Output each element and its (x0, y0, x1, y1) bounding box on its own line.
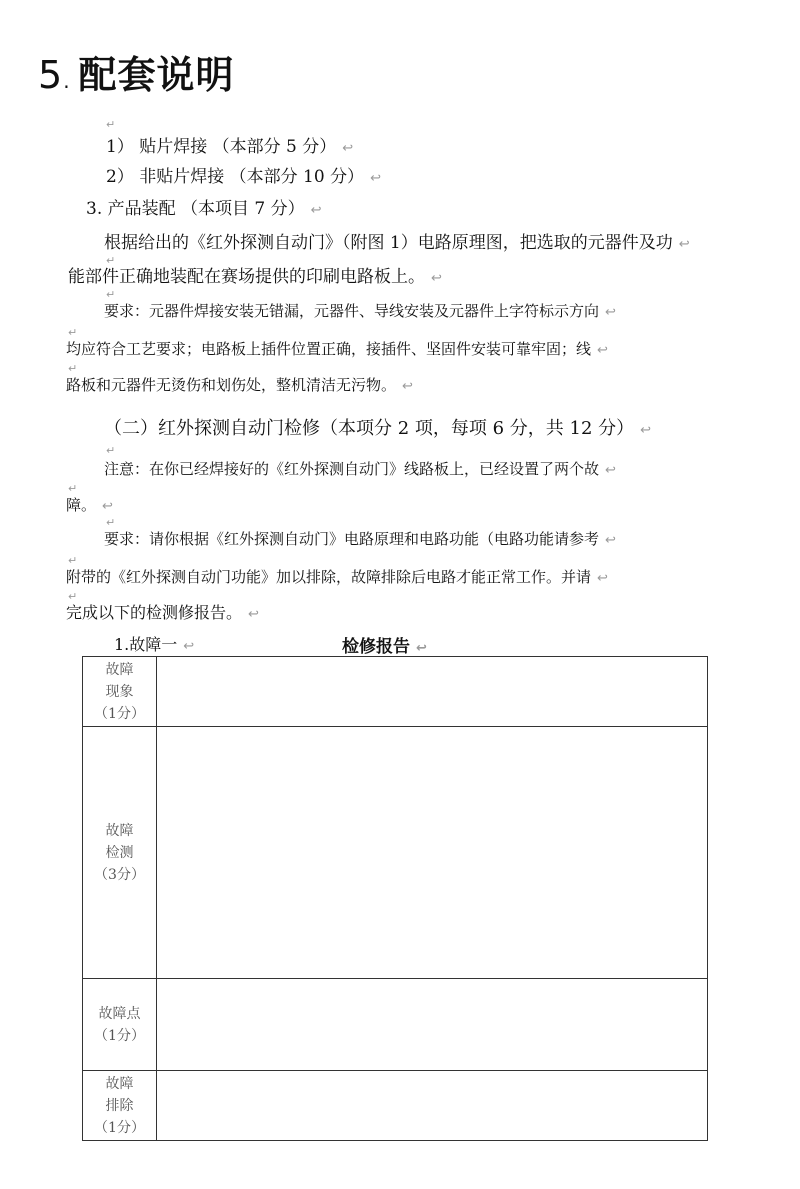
note-line-1 (104, 458, 616, 479)
label-line: 检测 (105, 844, 134, 861)
paragraph-mark: ↩ (597, 343, 608, 358)
paragraph-mark: ↵ (106, 516, 116, 529)
fault-label-text: 1.故障一 (114, 635, 178, 654)
label-line: 现象 (105, 683, 134, 700)
elimination-field[interactable] (157, 1071, 708, 1141)
list-item-3-text: 3. 产品装配 （本项目 7 分） (86, 199, 305, 219)
requirement-1-line-2 (66, 338, 608, 359)
requirement-1-line-1-text: 要求：元器件焊接安装无错漏，元器件、导线安装及元器件上字符标示方向 (104, 302, 600, 320)
row-label-detection (83, 727, 157, 979)
section-2-heading (104, 414, 651, 440)
requirement-1-line-3-text: 路板和元器件无烫伤和划伤处，整机清洁无污物。 (66, 376, 397, 394)
paragraph-mark: ↩ (678, 237, 690, 252)
page-title (38, 44, 235, 99)
paragraph-1-line-1-text: 根据给出的《红外探测自动门》（附图 1）电路原理图，把选取的元器件及功 (104, 233, 673, 253)
requirement-2-line-2 (66, 566, 608, 587)
paragraph-mark: ↵ (106, 118, 116, 131)
paragraph-mark: ↩ (605, 305, 616, 320)
detection-field[interactable] (157, 727, 708, 979)
paragraph-mark: ↩ (248, 607, 259, 622)
paragraph-1-line-2 (68, 262, 442, 287)
paragraph-mark: ↩ (342, 141, 354, 156)
phenomenon-field[interactable] (157, 657, 708, 727)
requirement-2-line-3 (66, 600, 259, 623)
paragraph-mark: ↩ (102, 499, 113, 514)
paragraph-mark: ↩ (605, 533, 616, 548)
note-line-2-text: 障。 (66, 496, 97, 514)
requirement-1-line-3 (66, 374, 413, 395)
label-line: 故障 (105, 1075, 134, 1092)
report-title-text: 检修报告 (342, 637, 410, 657)
label-line: （1分） (94, 1119, 145, 1136)
requirement-1-line-1 (104, 300, 616, 321)
paragraph-mark: ↵ (106, 444, 116, 457)
fault-point-field[interactable] (157, 979, 708, 1071)
paragraph-1-line-1 (104, 228, 690, 253)
list-item-1 (106, 132, 353, 157)
list-item-1-text: 1） 贴片焊接 （本部分 5 分） (106, 137, 337, 157)
paragraph-mark: ↩ (310, 203, 322, 218)
requirement-2-line-1 (104, 528, 616, 549)
label-line: 故障 (105, 822, 134, 839)
paragraph-mark: ↵ (68, 362, 78, 375)
label-line: （1分） (94, 705, 145, 722)
paragraph-mark: ↩ (640, 423, 652, 438)
section-dot: . (63, 69, 71, 93)
paragraph-mark: ↵ (68, 482, 78, 495)
paragraph-mark: ↩ (370, 171, 381, 186)
list-item-3 (86, 194, 322, 219)
paragraph-mark: ↵ (68, 326, 78, 339)
section-title-text: 配套说明 (78, 53, 235, 97)
paragraph-mark: ↵ (106, 288, 116, 301)
paragraph-mark: ↵ (68, 554, 78, 567)
paragraph-mark: ↩ (605, 463, 616, 478)
note-line-1-text: 注意：在你已经焊接好的《红外探测自动门》线路板上，已经设置了两个故 (104, 460, 600, 478)
table-row (83, 727, 708, 979)
row-label-fault-point (83, 979, 157, 1071)
paragraph-mark: ↩ (431, 271, 442, 286)
list-item-2-text: 2） 非贴片焊接 （本部分 10 分） (106, 167, 365, 187)
requirement-2-line-1-text: 要求：请你根据《红外探测自动门》电路原理和电路功能（电路功能请参考 (104, 530, 600, 548)
label-line: 故障 (105, 661, 134, 678)
row-label-elimination (83, 1071, 157, 1141)
label-line: 排除 (105, 1097, 134, 1114)
paragraph-mark: ↩ (402, 379, 413, 394)
table-row (83, 979, 708, 1071)
note-line-2 (66, 494, 113, 515)
paragraph-mark: ↩ (416, 641, 427, 656)
report-title (342, 632, 427, 657)
label-line: （1分） (94, 1027, 145, 1044)
requirement-2-line-2-text: 附带的《红外探测自动门功能》加以排除，故障排除后电路才能正常工作。并请 (66, 568, 592, 586)
label-line: 故障点 (98, 1005, 141, 1022)
label-line: （3分） (94, 866, 145, 883)
requirement-2-line-3-text: 完成以下的检测修报告。 (66, 603, 243, 622)
section-number: 5 (38, 53, 64, 97)
list-item-2 (106, 162, 381, 187)
fault-label (114, 632, 194, 655)
paragraph-1-line-2-text: 能部件正确地装配在赛场提供的印刷电路板上。 (68, 267, 425, 287)
row-label-phenomenon (83, 657, 157, 727)
paragraph-mark: ↵ (68, 590, 78, 603)
table-row (83, 657, 708, 727)
paragraph-mark: ↩ (183, 639, 195, 654)
report-table (82, 656, 708, 1141)
section-2-heading-text: （二）红外探测自动门检修（本项分 2 项，每项 6 分，共 12 分） (104, 418, 635, 439)
table-row (83, 1071, 708, 1141)
paragraph-mark: ↩ (597, 571, 608, 586)
paragraph-mark: ↵ (106, 254, 116, 267)
requirement-1-line-2-text: 均应符合工艺要求；电路板上插件位置正确，接插件、坚固件安装可靠牢固；线 (66, 340, 592, 358)
